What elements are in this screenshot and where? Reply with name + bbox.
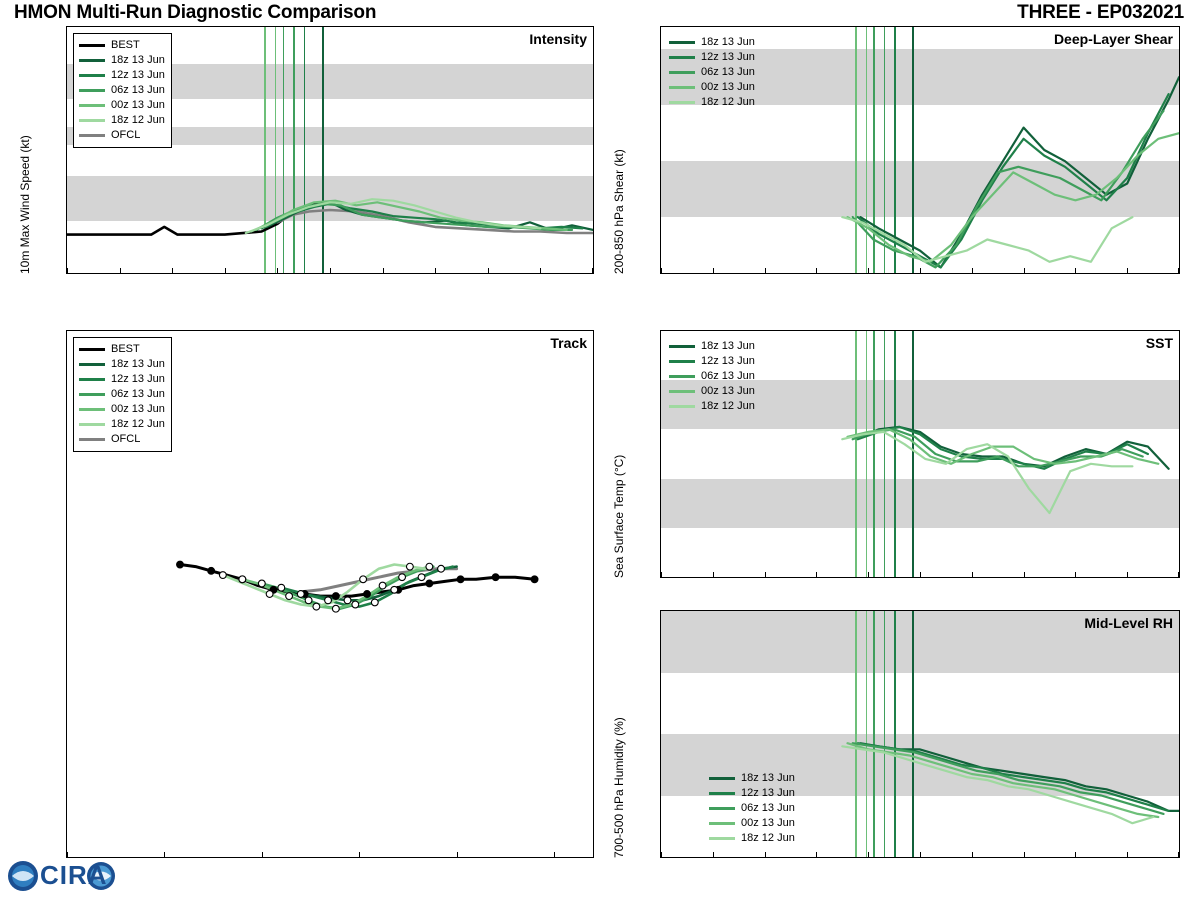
track-x-tick-mark: [359, 852, 360, 857]
x-axis-tick-mark: [120, 268, 121, 273]
legend-label: 18z 12 Jun: [701, 400, 755, 412]
x-axis-tick-mark: [972, 852, 973, 857]
y-axis-tick-mark: [660, 528, 661, 529]
legend-color-swatch: [79, 59, 105, 62]
x-axis-tick-mark: [277, 268, 278, 273]
legend-item: [669, 369, 755, 384]
rh-panel: [660, 610, 1180, 858]
legend-label: 12z 13 Jun: [701, 51, 755, 63]
legend-label: 18z 13 Jun: [111, 358, 165, 370]
x-axis-tick-mark: [1024, 268, 1025, 273]
legend-label: 00z 13 Jun: [741, 817, 795, 829]
legend-item: [669, 65, 755, 80]
x-axis-tick-mark: [713, 572, 714, 577]
x-axis-tick-mark: [816, 268, 817, 273]
legend-label: 18z 12 Jun: [701, 96, 755, 108]
legend-label: 18z 13 Jun: [741, 772, 795, 784]
legend-label: 12z 13 Jun: [701, 355, 755, 367]
x-axis-tick-mark: [435, 268, 436, 273]
x-axis-tick-mark: [1127, 572, 1128, 577]
legend-item: [669, 339, 755, 354]
x-axis-tick-mark: [1075, 572, 1076, 577]
init-time-vline: [873, 611, 875, 857]
x-axis-tick-mark: [1024, 572, 1025, 577]
legend-label: BEST: [111, 343, 140, 355]
legend-color-swatch: [79, 134, 105, 137]
track-panel-label: Track: [550, 335, 587, 351]
legend-color-swatch: [669, 86, 695, 89]
legend-color-swatch: [79, 378, 105, 381]
cira-logo-text: CIRA: [40, 860, 108, 890]
track-y-tick-mark: [66, 605, 67, 606]
init-time-vline: [912, 611, 914, 857]
legend-item: [79, 357, 165, 372]
legend-label: 00z 13 Jun: [111, 403, 165, 415]
legend-label: 18z 12 Jun: [741, 832, 795, 844]
legend-item: [669, 399, 755, 414]
y-axis-tick-mark: [660, 49, 661, 50]
legend-item: [79, 402, 165, 417]
legend-label: 00z 13 Jun: [701, 81, 755, 93]
legend-color-swatch: [669, 390, 695, 393]
legend-color-swatch: [669, 101, 695, 104]
x-axis-tick-mark: [661, 572, 662, 577]
y-axis-tick-mark: [660, 105, 661, 106]
legend-item: [79, 68, 165, 83]
x-axis-tick-mark: [765, 268, 766, 273]
track-y-tick-mark: [66, 499, 67, 500]
init-time-vline: [894, 611, 896, 857]
track-x-tick-mark: [554, 852, 555, 857]
init-time-vline: [912, 27, 914, 273]
rh-panel-label: Mid-Level RH: [1084, 615, 1173, 631]
intensity-y-axis-label: 10m Max Wind Speed (kt): [18, 135, 32, 274]
track-x-tick-mark: [457, 852, 458, 857]
legend: [73, 33, 172, 148]
legend-label: 12z 13 Jun: [741, 787, 795, 799]
sst-y-axis-label: Sea Surface Temp (°C): [612, 454, 626, 578]
legend-label: 06z 13 Jun: [111, 84, 165, 96]
init-time-vline: [293, 27, 295, 273]
y-axis-tick-mark: [660, 273, 661, 274]
x-axis-tick-mark: [765, 852, 766, 857]
legend-item: [709, 816, 795, 831]
x-axis-tick-mark: [67, 268, 68, 273]
legend-color-swatch: [79, 44, 105, 47]
legend-color-swatch: [669, 56, 695, 59]
y-axis-tick-mark: [660, 577, 661, 578]
init-time-vline: [866, 331, 868, 577]
legend-label: 18z 12 Jun: [111, 114, 165, 126]
legend-color-swatch: [79, 423, 105, 426]
y-axis-tick-mark: [66, 119, 67, 120]
legend-label: 00z 13 Jun: [111, 99, 165, 111]
rh-y-axis-label: 700-500 hPa Humidity (%): [612, 717, 626, 858]
y-axis-tick-mark: [66, 212, 67, 213]
x-axis-tick-mark: [920, 572, 921, 577]
legend-color-swatch: [79, 393, 105, 396]
legend-label: 12z 13 Jun: [111, 373, 165, 385]
shear-panel: [660, 26, 1180, 274]
legend-item: [79, 417, 165, 432]
x-axis-tick-mark: [488, 268, 489, 273]
storm-title: THREE - EP032021: [1017, 2, 1184, 23]
legend-color-swatch: [669, 345, 695, 348]
legend-label: OFCL: [111, 433, 141, 445]
x-axis-tick-mark: [1075, 268, 1076, 273]
legend-item: [79, 372, 165, 387]
legend-item: [79, 113, 165, 128]
x-axis-tick-mark: [868, 852, 869, 857]
x-axis-tick-mark: [172, 268, 173, 273]
init-time-vline: [855, 331, 857, 577]
legend-item: [709, 786, 795, 801]
legend-color-swatch: [79, 74, 105, 77]
y-axis-tick-mark: [660, 673, 661, 674]
legend-label: 06z 13 Jun: [701, 370, 755, 382]
legend-color-swatch: [79, 438, 105, 441]
y-axis-tick-mark: [660, 796, 661, 797]
y-axis-tick-mark: [66, 181, 67, 182]
shaded-band: [661, 161, 1179, 217]
y-axis-tick-mark: [660, 429, 661, 430]
legend-color-swatch: [669, 375, 695, 378]
legend: [709, 771, 795, 846]
init-time-vline: [264, 27, 266, 273]
legend-color-swatch: [709, 822, 735, 825]
legend-color-swatch: [669, 41, 695, 44]
x-axis-tick-mark: [1127, 268, 1128, 273]
cira-logo: [6, 852, 124, 898]
init-time-vline: [894, 27, 896, 273]
y-axis-tick-mark: [66, 58, 67, 59]
x-axis-tick-mark: [540, 268, 541, 273]
legend-label: 12z 13 Jun: [111, 69, 165, 81]
legend-label: 06z 13 Jun: [701, 66, 755, 78]
x-axis-tick-mark: [1178, 572, 1179, 577]
track-x-tick-mark: [262, 852, 263, 857]
x-axis-tick-mark: [225, 268, 226, 273]
legend: [669, 339, 755, 414]
y-axis-tick-mark: [66, 150, 67, 151]
legend-item: [79, 83, 165, 98]
x-axis-tick-mark: [920, 268, 921, 273]
shear-y-axis-label: 200-850 hPa Shear (kt): [612, 149, 626, 274]
legend-item: [669, 384, 755, 399]
legend-item: [79, 98, 165, 113]
legend-item: [79, 128, 165, 143]
y-axis-tick-mark: [660, 161, 661, 162]
shear-panel-label: Deep-Layer Shear: [1053, 31, 1173, 47]
legend-label: 06z 13 Jun: [111, 388, 165, 400]
legend-color-swatch: [709, 807, 735, 810]
legend-item: [79, 342, 165, 357]
y-axis-tick-mark: [660, 380, 661, 381]
x-axis-tick-mark: [1024, 852, 1025, 857]
legend-item: [669, 354, 755, 369]
legend-color-swatch: [79, 119, 105, 122]
x-axis-tick-mark: [816, 572, 817, 577]
init-time-vline: [884, 611, 886, 857]
y-axis-tick-mark: [660, 331, 661, 332]
legend: [73, 337, 172, 452]
legend-color-swatch: [79, 408, 105, 411]
legend: [669, 35, 755, 110]
legend-color-swatch: [669, 405, 695, 408]
x-axis-tick-mark: [713, 852, 714, 857]
legend-color-swatch: [79, 104, 105, 107]
init-time-vline: [912, 331, 914, 577]
legend-item: [79, 53, 165, 68]
legend-item: [709, 771, 795, 786]
y-axis-tick-mark: [660, 734, 661, 735]
legend-color-swatch: [669, 71, 695, 74]
x-axis-tick-mark: [330, 268, 331, 273]
intensity-panel: [66, 26, 594, 274]
shaded-band: [67, 176, 593, 221]
x-axis-tick-mark: [816, 852, 817, 857]
y-axis-tick-mark: [660, 857, 661, 858]
y-axis-tick-mark: [66, 27, 67, 28]
x-axis-tick-mark: [1127, 852, 1128, 857]
track-y-tick-mark: [66, 394, 67, 395]
x-axis-tick-mark: [972, 572, 973, 577]
y-axis-tick-mark: [660, 479, 661, 480]
x-axis-tick-mark: [592, 268, 593, 273]
init-time-vline: [855, 611, 857, 857]
init-time-vline: [304, 27, 306, 273]
x-axis-tick-mark: [920, 852, 921, 857]
legend-label: 18z 13 Jun: [111, 54, 165, 66]
legend-color-swatch: [709, 837, 735, 840]
init-time-vline: [866, 27, 868, 273]
x-axis-tick-mark: [868, 268, 869, 273]
legend-item: [669, 35, 755, 50]
legend-label: 18z 12 Jun: [111, 418, 165, 430]
init-time-vline: [894, 331, 896, 577]
init-time-vline: [884, 27, 886, 273]
x-axis-tick-mark: [972, 268, 973, 273]
legend-color-swatch: [79, 89, 105, 92]
legend-label: 18z 13 Jun: [701, 340, 755, 352]
intensity-panel-label: Intensity: [529, 31, 587, 47]
init-time-vline: [855, 27, 857, 273]
track-y-tick-mark: [66, 815, 67, 816]
legend-item: [669, 95, 755, 110]
x-axis-tick-mark: [661, 852, 662, 857]
x-axis-tick-mark: [868, 572, 869, 577]
y-axis-tick-mark: [660, 611, 661, 612]
shaded-band: [661, 479, 1179, 528]
x-axis-tick-mark: [1075, 852, 1076, 857]
x-axis-tick-mark: [1178, 852, 1179, 857]
init-time-vline: [275, 27, 277, 273]
track-panel: [66, 330, 594, 858]
legend-color-swatch: [79, 363, 105, 366]
init-time-vline: [322, 27, 324, 273]
track-y-tick-mark: [66, 710, 67, 711]
legend-item: [669, 50, 755, 65]
legend-color-swatch: [709, 792, 735, 795]
page-title: HMON Multi-Run Diagnostic Comparison: [14, 2, 377, 23]
y-axis-tick-mark: [66, 89, 67, 90]
init-time-vline: [866, 611, 868, 857]
legend-item: [79, 38, 165, 53]
legend-color-swatch: [669, 360, 695, 363]
x-axis-tick-mark: [765, 572, 766, 577]
legend-label: 00z 13 Jun: [701, 385, 755, 397]
legend-item: [709, 801, 795, 816]
x-axis-tick-mark: [1178, 268, 1179, 273]
legend-item: [709, 831, 795, 846]
init-time-vline: [283, 27, 285, 273]
x-axis-tick-mark: [383, 268, 384, 273]
y-axis-tick-mark: [660, 217, 661, 218]
y-axis-tick-mark: [66, 242, 67, 243]
init-time-vline: [884, 331, 886, 577]
track-x-tick-mark: [164, 852, 165, 857]
legend-label: BEST: [111, 39, 140, 51]
init-time-vline: [873, 331, 875, 577]
legend-color-swatch: [79, 348, 105, 351]
init-time-vline: [873, 27, 875, 273]
legend-label: 06z 13 Jun: [741, 802, 795, 814]
legend-item: [79, 387, 165, 402]
x-axis-tick-mark: [713, 268, 714, 273]
legend-label: 18z 13 Jun: [701, 36, 755, 48]
sst-panel: [660, 330, 1180, 578]
sst-panel-label: SST: [1145, 335, 1173, 351]
legend-label: OFCL: [111, 129, 141, 141]
legend-color-swatch: [709, 777, 735, 780]
x-axis-tick-mark: [661, 268, 662, 273]
legend-item: [669, 80, 755, 95]
legend-item: [79, 432, 165, 447]
